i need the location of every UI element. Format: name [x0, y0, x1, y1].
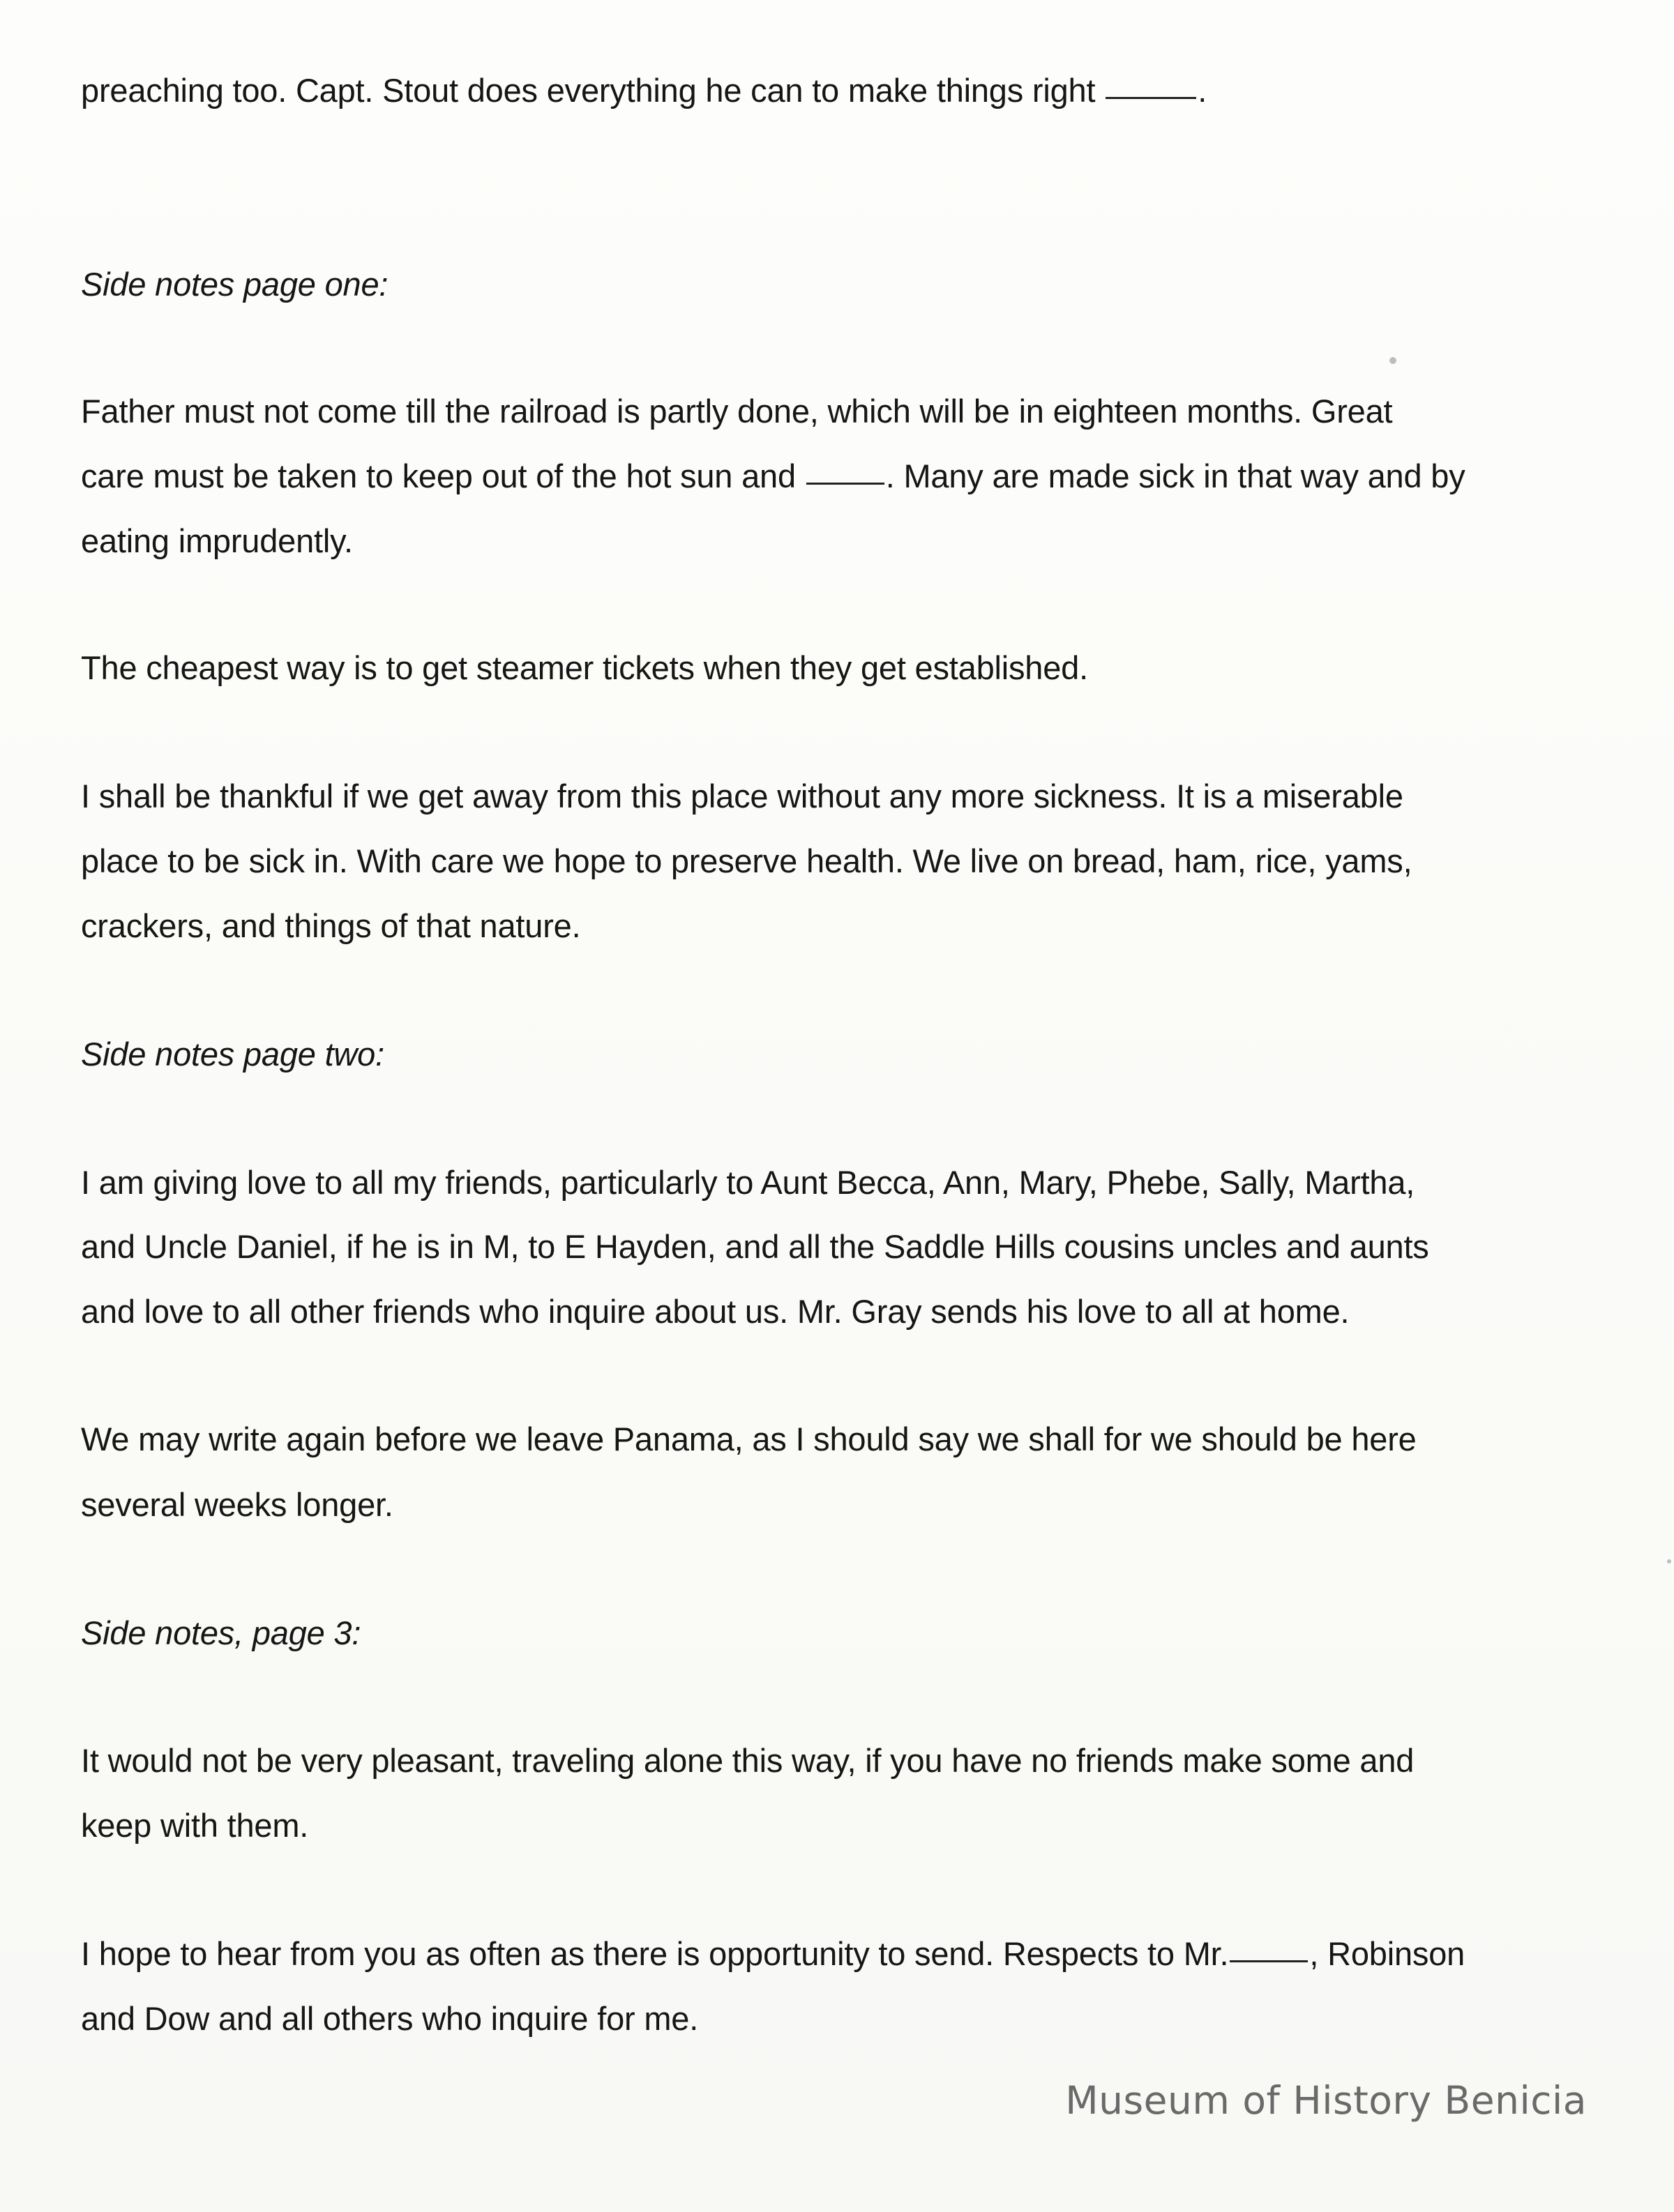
blank-underline: [1106, 96, 1196, 99]
text-line: crackers, and things of that nature.: [81, 907, 581, 944]
blank-underline: [806, 482, 884, 485]
text-line: We may write again before we leave Panama, as I should say we shall for we should be here: [81, 1421, 1417, 1457]
text-segment: . Many are made sick in that way and by: [885, 457, 1465, 494]
text-segment: .: [1198, 72, 1207, 109]
blank-underline: [1230, 1960, 1308, 1962]
text-line: I shall be thankful if we get away from this place without any more sickness. It is a miserable: [81, 778, 1403, 815]
text-segment: I hope to hear from you as often as there is opportunity to send. Respects to Mr.: [81, 1935, 1229, 1972]
text-line: and Uncle Daniel, if he is in M, to E Hayden, and all the Saddle Hills cousins uncles and aunts: [81, 1228, 1429, 1265]
text-line: eating imprudently.: [81, 522, 353, 559]
text-line: It would not be very pleasant, traveling alone this way, if you have no friends make some and: [81, 1742, 1415, 1779]
scan-speck: [1389, 357, 1396, 364]
text-line: Father must not come till the railroad is partly done, which will be in eighteen months. Great: [81, 393, 1393, 430]
text-line: and Dow and all others who inquire for me.: [81, 2000, 699, 2037]
text-line: and love to all other friends who inquire about us. Mr. Gray sends his love to all at home.: [81, 1293, 1350, 1330]
text-line: The cheapest way is to get steamer tickets when they get established.: [81, 649, 1088, 686]
section-heading-page-two: Side notes page two:: [81, 1036, 384, 1073]
text-line-intro: [81, 71, 1207, 110]
section-heading-page-one: Side notes page one:: [81, 266, 389, 303]
section-heading-page-three: Side notes, page 3:: [81, 1614, 361, 1651]
text-segment: preaching too. Capt. Stout does everything he can to make things right: [81, 72, 1096, 109]
text-line: keep with them.: [81, 1807, 309, 1844]
text-line: I am giving love to all my friends, particularly to Aunt Becca, Ann, Mary, Phebe, Sally, Martha,: [81, 1164, 1415, 1201]
scan-speck: [1667, 1559, 1671, 1563]
text-segment: , Robinson: [1309, 1935, 1465, 1972]
text-line: several weeks longer.: [81, 1486, 393, 1523]
watermark: Museum of History Benicia: [1065, 2078, 1587, 2123]
text-line: [81, 1934, 1465, 1974]
text-line: place to be sick in. With care we hope to preserve health. We live on bread, ham, rice, yams,: [81, 842, 1412, 879]
text-line: [81, 457, 1465, 496]
text-segment: care must be taken to keep out of the hot sun and: [81, 457, 796, 494]
